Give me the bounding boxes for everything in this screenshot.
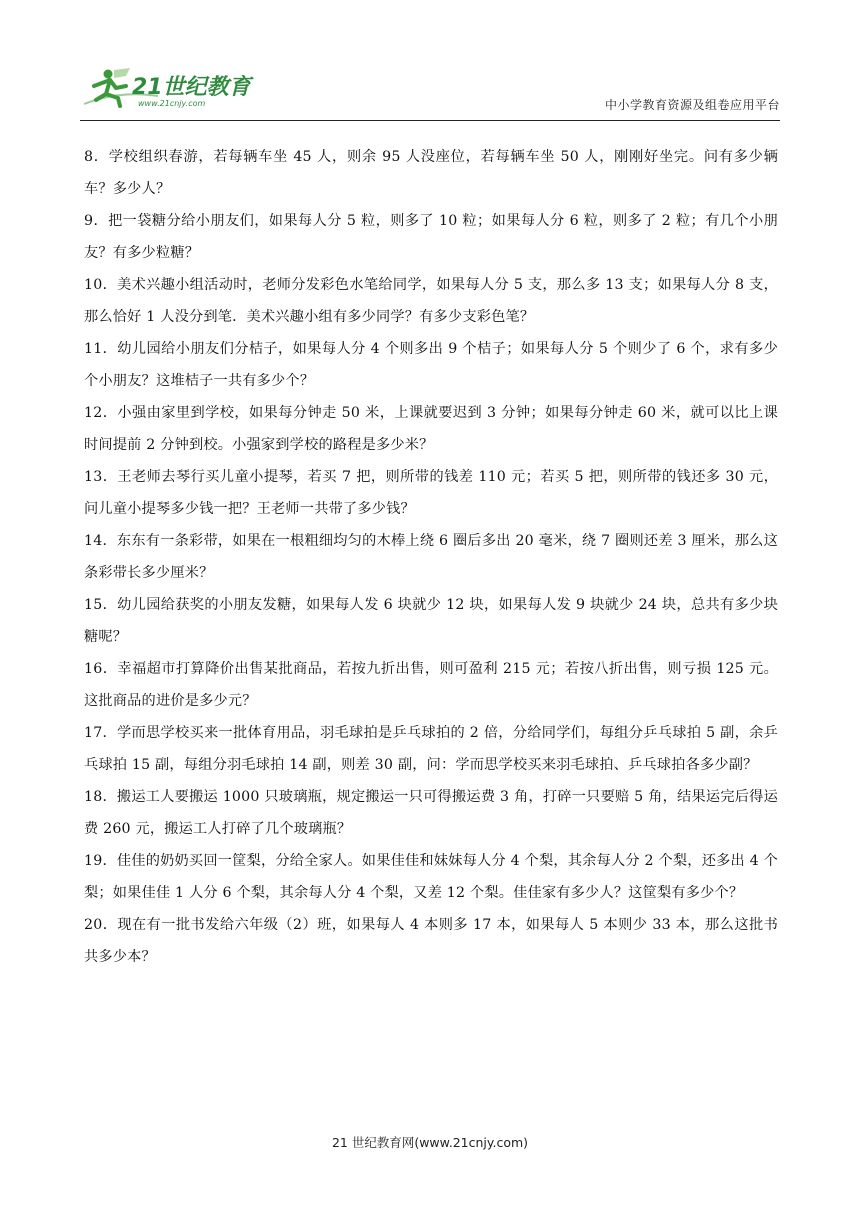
problem-13: 13．王老师去琴行买儿童小提琴，若买 7 把，则所带的钱差 110 元；若买 5 把，则所带的钱还多 30 元，问儿童小提琴多少钱一把？王老师一共带了多少钱？ [84, 469, 778, 517]
svg-text:www.21cnjy.com: www.21cnjy.com [138, 99, 206, 108]
page-footer: 21 世纪教育网(www.21cnjy.com) [331, 1135, 529, 1150]
problem-11: 11．幼儿园给小朋友们分桔子，如果每人分 4 个则多出 9 个桔子；如果每人分 5 个则少了 6 个，求有多少个小朋友？这堆桔子一共有多少个？ [84, 341, 778, 389]
runner-logo-icon [80, 66, 255, 112]
logo [80, 66, 255, 112]
header-divider [80, 120, 780, 121]
problem-12: 12．小强由家里到学校，如果每分钟走 50 米，上课就要迟到 3 分钟；如果每分钟走 60 米，就可以比上课时间提前 2 分钟到校。小强家到学校的路程是多少米？ [84, 405, 778, 453]
platform-name: 中小学教育资源及组卷应用平台 [604, 98, 780, 112]
svg-text:21世纪教育: 21世纪教育 [132, 75, 251, 100]
problem-20: 20．现在有一批书发给六年级（2）班，如果每人 4 本则多 17 本，如果每人 5 本则少 33 本，那么这批书共多少本？ [84, 917, 778, 965]
problem-19: 19．佳佳的奶奶买回一筐梨，分给全家人。如果佳佳和妹妹每人分 4 个梨，其余每人分 2 个梨，还多出 4 个梨；如果佳佳 1 人分 6 个梨，其余每人分 4 个梨，又差 12 个梨。佳佳家有多少人？这筐梨有多少个？ [84, 853, 778, 901]
problem-9: 9．把一袋糖分给小朋友们，如果每人分 5 粒，则多了 10 粒；如果每人分 6 粒，则多了 2 粒；有几个小朋友？有多少粒糖？ [84, 213, 778, 261]
problem-16: 16．幸福超市打算降价出售某批商品，若按九折出售，则可盈利 215 元；若按八折出售，则亏损 125 元。这批商品的进价是多少元？ [84, 661, 778, 709]
problem-17: 17．学而思学校买来一批体育用品，羽毛球拍是乒乓球拍的 2 倍，分给同学们，每组分乒乓球拍 5 副，余乒乓球拍 15 副，每组分羽毛球拍 14 副，则差 30 副，问：学而思学校买来羽毛球拍、乒乓球拍各多少副？ [84, 725, 778, 773]
problem-15: 15．幼儿园给获奖的小朋友发糖，如果每人发 6 块就少 12 块，如果每人发 9 块就少 24 块，总共有多少块糖呢？ [84, 597, 778, 645]
problem-10: 10．美术兴趣小组活动时，老师分发彩色水笔给同学，如果每人分 5 支，那么多 13 支；如果每人分 8 支，那么恰好 1 人没分到笔．美术兴趣小组有多少同学？有多少支彩色笔？ [84, 277, 778, 325]
problem-14: 14．东东有一条彩带，如果在一根粗细均匀的木棒上绕 6 圈后多出 20 毫米，绕 7 圈则还差 3 厘米，那么这条彩带长多少厘米？ [84, 533, 778, 581]
page-header [80, 66, 780, 118]
problem-18: 18．搬运工人要搬运 1000 只玻璃瓶，规定搬运一只可得搬运费 3 角，打碎一只要赔 5 角，结果运完后得运费 260 元，搬运工人打碎了几个玻璃瓶？ [84, 789, 778, 837]
problem-8: 8．学校组织春游，若每辆车坐 45 人，则余 95 人没座位，若每辆车坐 50 人，刚刚好坐完。问有多少辆车？多少人？ [84, 149, 778, 197]
problem-list [84, 141, 778, 973]
